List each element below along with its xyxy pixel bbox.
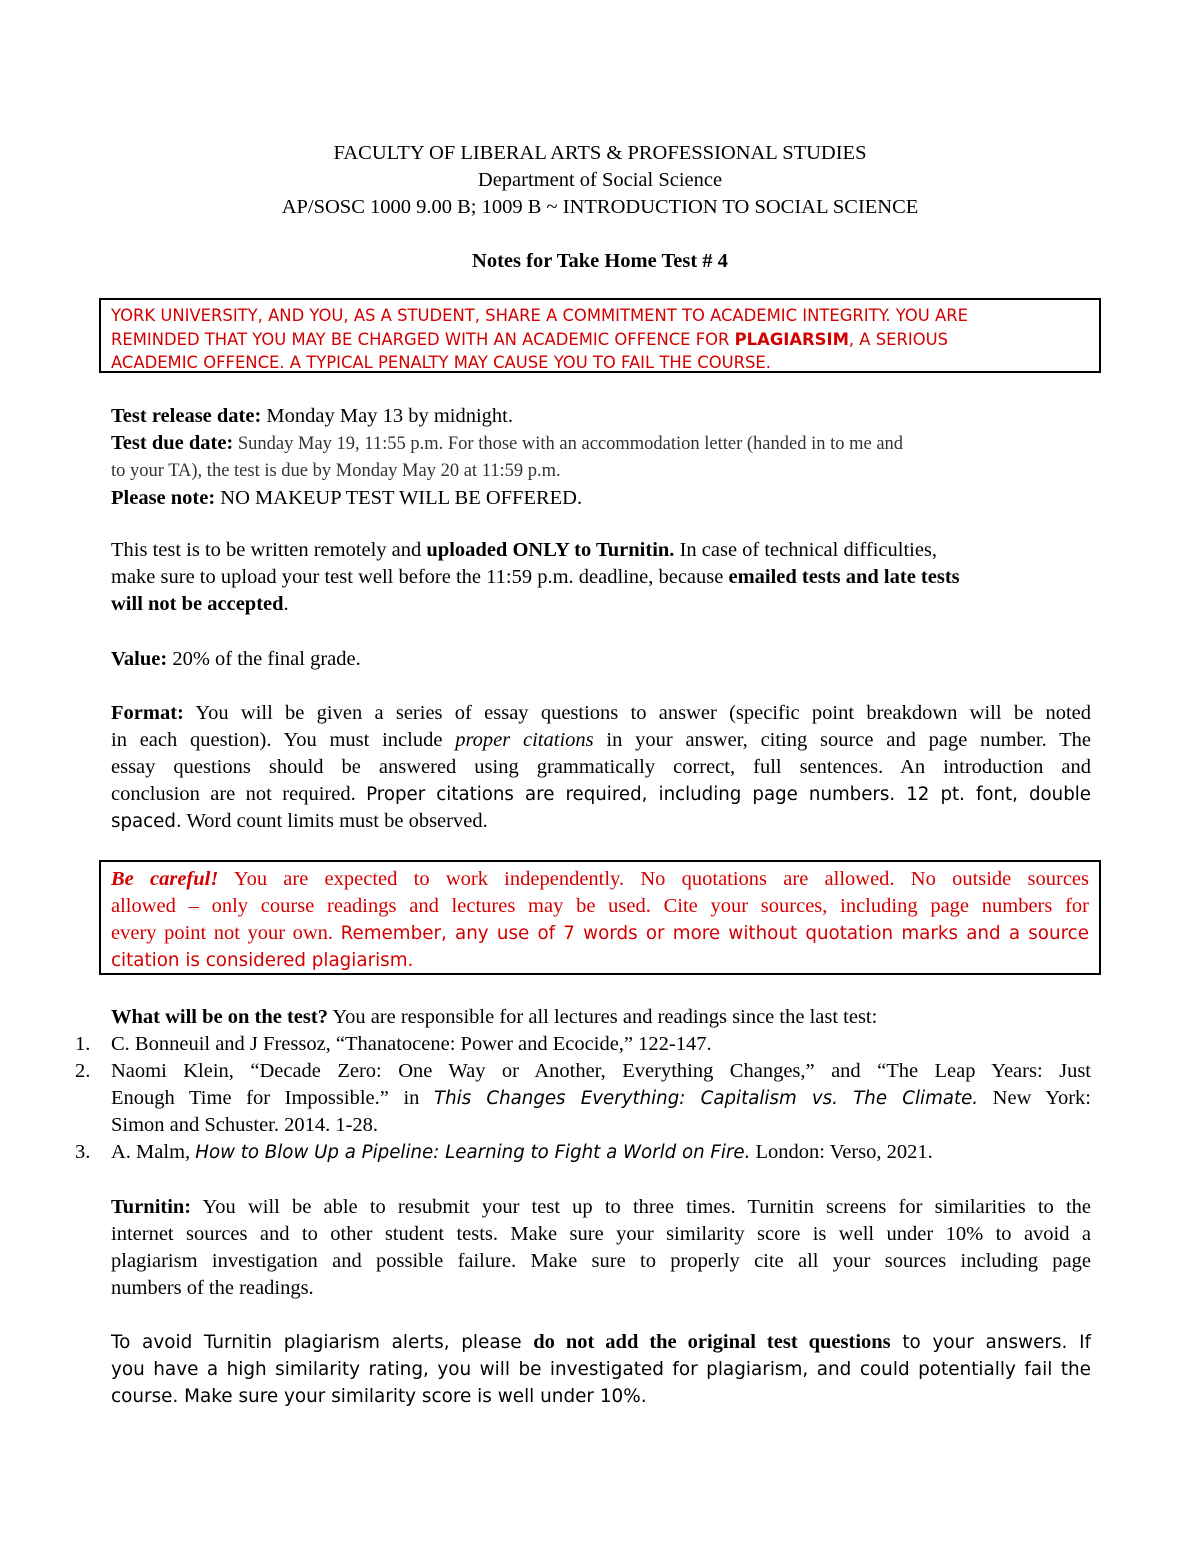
remember-emphasis: Remember, any use of 7 words or more without quotation marks and a source [340, 923, 1089, 944]
paragraph-text: To avoid Turnitin plagiarism alerts, please [111, 1332, 534, 1353]
book-title: How to Blow Up a Pipeline: Learning to Fight a World on Fire. [195, 1142, 751, 1163]
list-item [75, 1139, 1091, 1166]
document-title: Notes for Take Home Test # 4 [472, 250, 728, 272]
book-title: This Changes Everything: Capitalism vs. The Climate. [434, 1088, 979, 1109]
citation-text: New York: [978, 1087, 1091, 1109]
integrity-line-3: ACADEMIC OFFENCE. A TYPICAL PENALTY MAY CAUSE YOU TO FAIL THE COURSE. [111, 353, 771, 372]
paragraph-text: in your answer, citing source and page number. The [593, 729, 1091, 751]
integrity-line-2 [111, 328, 1089, 352]
due-date-line [111, 430, 1091, 458]
citation-text: London: Verso, 2021. [750, 1141, 933, 1163]
turnitin-paragraph [111, 1194, 1091, 1302]
paragraph-text: This test is to be written remotely and [111, 539, 427, 561]
list-number: 3. [75, 1141, 91, 1163]
paragraph-text: . [283, 593, 289, 615]
not-accepted-emphasis: will not be accepted [111, 593, 284, 615]
due-date-line-2: to your TA), the test is due by Monday May 20 at 11:59 p.m. [111, 461, 561, 481]
careful-line [111, 920, 1089, 947]
note-value: NO MAKEUP TEST WILL BE OFFERED. [215, 487, 583, 509]
paragraph-line [111, 564, 1091, 591]
list-item [75, 1031, 1091, 1058]
list-number: 1. [75, 1033, 91, 1055]
late-tests-emphasis: emailed tests and late tests [728, 566, 960, 588]
paragraph-line: plagiarism investigation and possible failure. Make sure to properly cite all your sources including page [111, 1250, 1091, 1272]
turnitin-only-emphasis: uploaded ONLY to Turnitin. [426, 539, 675, 561]
citation-text: A. Malm, [111, 1141, 196, 1163]
test-content-intro [111, 1004, 1091, 1031]
careful-line: allowed – only course readings and lectures may be used. Cite your sources, including page numbers for [111, 895, 1089, 917]
paragraph-text: in each question). You must include [111, 729, 456, 751]
plagiarism-term: PLAGIARSIM [734, 329, 849, 349]
due-date-value: Sunday May 19, 11:55 p.m. For those with an accommodation letter (handed in to me and [233, 434, 904, 454]
value-text: 20% of the final grade. [167, 648, 361, 670]
spaced-text: spaced. [111, 811, 182, 832]
paragraph-line: numbers of the readings. [111, 1277, 314, 1299]
release-date-value: Monday May 13 by midnight. [261, 405, 513, 427]
note-label: Please note: [111, 487, 216, 509]
course-header [0, 140, 1200, 221]
paragraph-line [111, 537, 1091, 564]
paragraph-text: make sure to upload your test well before the 11:59 p.m. deadline, because [111, 566, 729, 588]
reading-citation [111, 1139, 1091, 1166]
paragraph-line [111, 1329, 1091, 1356]
reading-citation: Naomi Klein, “Decade Zero: One Way or Another, Everything Changes,” and “The Leap Years: Just [111, 1060, 1091, 1082]
paragraph-line [111, 1004, 1091, 1031]
reading-citation [111, 1085, 1091, 1112]
department-name: Department of Social Science [477, 169, 723, 191]
academic-integrity-box [99, 298, 1101, 373]
release-date-line [111, 403, 1091, 430]
on-test-label: What will be on the test? [111, 1006, 328, 1028]
format-paragraph [111, 700, 1091, 835]
integrity-line-1: YORK UNIVERSITY, AND YOU, AS A STUDENT, SHARE A COMMITMENT TO ACADEMIC INTEGRITY. YOU ARE [111, 306, 968, 325]
careful-line [111, 866, 1089, 893]
due-date-label: Test due date: [111, 432, 234, 454]
paragraph-line: essay questions should be answered using grammatically correct, full sentences. An introduction and [111, 756, 1091, 778]
submission-paragraph [111, 537, 1091, 618]
readings-list [75, 1031, 1091, 1166]
format-label: Format: [111, 702, 184, 724]
integrity-text: REMINDED THAT YOU MAY BE CHARGED WITH AN ACADEMIC OFFENCE FOR [111, 329, 735, 349]
paragraph-line [111, 1194, 1091, 1221]
makeup-note-line [111, 485, 1091, 512]
avoid-alerts-paragraph [111, 1329, 1091, 1410]
careful-text: You are expected to work independently. No quotations are allowed. No outside sources [218, 868, 1089, 890]
turnitin-label: Turnitin: [111, 1196, 192, 1218]
faculty-name: FACULTY OF LIBERAL ARTS & PROFESSIONAL STUDIES [333, 142, 867, 164]
careful-text: every point not your own. [111, 922, 341, 944]
be-careful-label: Be careful! [111, 868, 219, 890]
careful-line: citation is considered plagiarism. [111, 950, 414, 971]
paragraph-line [111, 646, 1091, 673]
reading-citation: Simon and Schuster. 2014. 1-28. [111, 1114, 379, 1136]
proper-citations-emphasis: proper citations [455, 729, 594, 751]
citations-required-emphasis: Proper citations are required, including page numbers. 12 pt. font, double [366, 784, 1091, 805]
paragraph-line: course. Make sure your similarity score is well under 10%. [111, 1386, 647, 1407]
release-date-label: Test release date: [111, 405, 262, 427]
paragraph-line: you have a high similarity rating, you will be investigated for plagiarism, and could potentially fail the [111, 1359, 1091, 1380]
test-dates-section [111, 403, 1091, 512]
paragraph-line [111, 727, 1091, 754]
paragraph-line [111, 781, 1091, 808]
paragraph-line [111, 591, 1091, 618]
paragraph-text: You are responsible for all lectures and readings since the last test: [327, 1006, 878, 1028]
reading-citation: C. Bonneuil and J Fressoz, “Thanatocene: Power and Ecocide,” 122-147. [111, 1033, 712, 1055]
paragraph-text: conclusion are not required. [111, 783, 367, 805]
paragraph-line: internet sources and to other student tests. Make sure your similarity score is well under 10% to avoid a [111, 1223, 1091, 1245]
paragraph-text: You will be given a series of essay questions to answer (specific point breakdown will be noted [183, 702, 1091, 724]
be-careful-box [99, 860, 1101, 975]
paragraph-text: Word count limits must be observed. [181, 810, 488, 832]
citation-text: Enough Time for Impossible.” in [111, 1087, 434, 1109]
list-item [75, 1058, 1091, 1139]
course-title: AP/SOSC 1000 9.00 B; 1009 B ~ INTRODUCTION TO SOCIAL SCIENCE [281, 196, 919, 218]
no-questions-emphasis: do not add the original test questions [533, 1331, 891, 1353]
integrity-text: , A SERIOUS [848, 329, 949, 349]
paragraph-text: In case of technical difficulties, [674, 539, 938, 561]
value-line [111, 646, 1091, 673]
paragraph-line [111, 808, 1091, 835]
value-label: Value: [111, 648, 168, 670]
list-number: 2. [75, 1060, 91, 1082]
paragraph-line [111, 700, 1091, 727]
paragraph-text: to your answers. If [890, 1332, 1091, 1353]
paragraph-text: You will be able to resubmit your test up to three times. Turnitin screens for similarities to the [191, 1196, 1091, 1218]
